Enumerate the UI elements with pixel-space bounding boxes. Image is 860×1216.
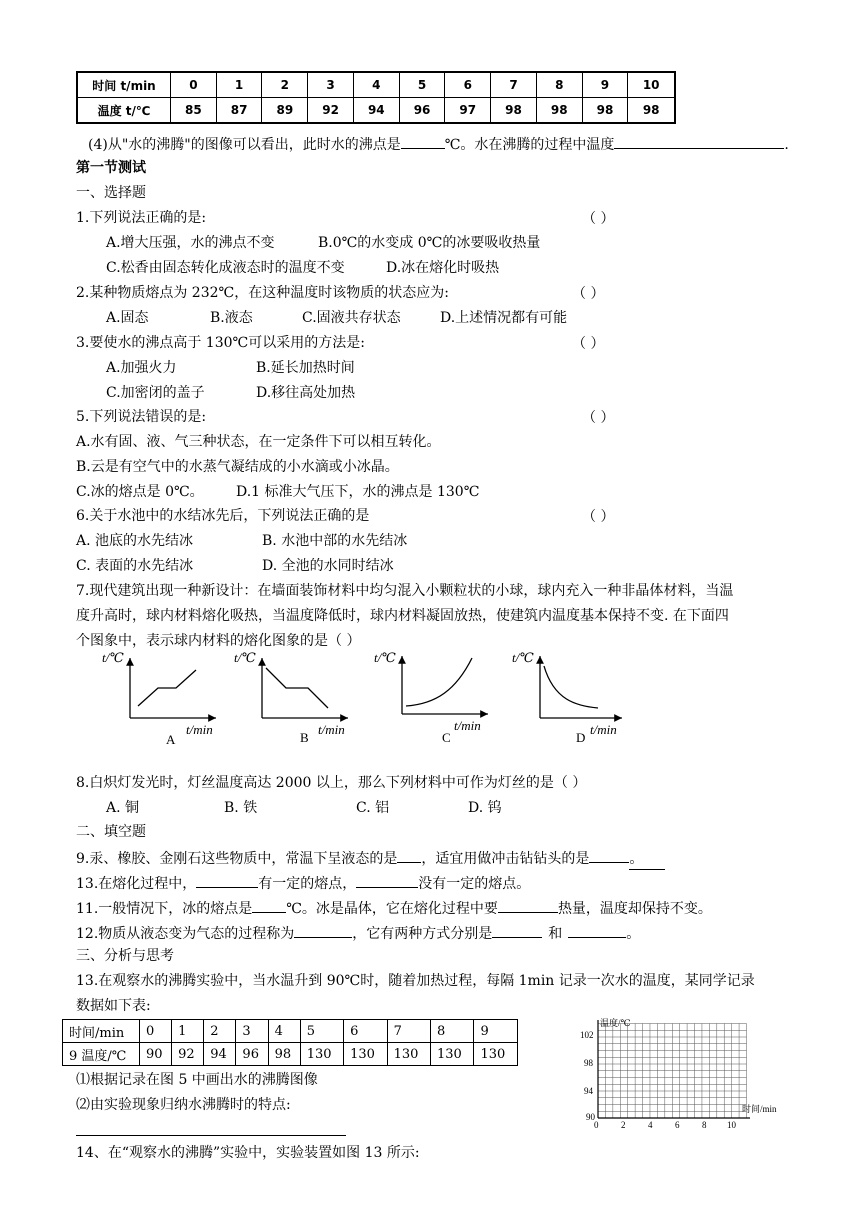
grid-lines bbox=[598, 1024, 747, 1119]
option: C.松香由固态转化成液态时的温度不变 bbox=[106, 260, 345, 276]
option: C. 表面的水先结冰 bbox=[76, 558, 194, 574]
option: B.云是有空气中的水蒸气凝结成的小水滴或小冰晶。 bbox=[76, 459, 399, 475]
graph-letter: C bbox=[442, 730, 451, 745]
answer-blank[interactable] bbox=[294, 922, 352, 938]
option: D. 全池的水同时结冰 bbox=[262, 558, 394, 574]
option: C.加密闭的盖子 bbox=[106, 385, 205, 401]
option: D.移往高处加热 bbox=[256, 385, 356, 401]
question-7-line: 度升高时，球内材料熔化吸热，当温度降低时，球内材料凝固放热，使建筑内温度基本保持不变. 在下面四 bbox=[76, 608, 729, 624]
table-cell: 130 bbox=[474, 1043, 518, 1066]
y-tick-label: 94 bbox=[584, 1086, 593, 1096]
data-table-2 bbox=[62, 1019, 518, 1066]
question-7-line: 个图象中，表示球内材料的熔化图象的是（ ） bbox=[76, 633, 361, 649]
table-cell: 92 bbox=[172, 1043, 204, 1066]
option: A.固态 bbox=[106, 310, 149, 326]
question-6: 6.关于水池中的水结冰先后，下列说法正确的是 bbox=[76, 508, 370, 524]
x-tick-label: 4 bbox=[648, 1120, 653, 1130]
table-cell: 94 bbox=[204, 1043, 236, 1066]
option: B. 水池中部的水先结冰 bbox=[262, 533, 408, 549]
graph-letter: A bbox=[166, 732, 176, 747]
question-7-line: 7.现代建筑出现一种新设计：在墙面装饰材料中均匀混入小颗粒状的小球，球内充入一种非晶体材料，当温 bbox=[76, 583, 734, 599]
table-cell: 时间/min bbox=[63, 1020, 140, 1043]
y-tick-label: 98 bbox=[584, 1058, 593, 1068]
table-cell: 9 bbox=[582, 72, 628, 98]
option: A.增大压强，水的沸点不变 bbox=[106, 235, 275, 251]
table-cell: 130 bbox=[387, 1043, 430, 1066]
y-axis-label: t/℃ bbox=[102, 650, 124, 665]
x-axis-label: t/min bbox=[318, 722, 345, 737]
table-row bbox=[63, 1043, 518, 1066]
graph-d[interactable] bbox=[512, 650, 622, 745]
question-14: 14、在“观察水的沸腾”实验中，实验装置如图 13 所示: bbox=[76, 1145, 420, 1161]
y-tick-label: 102 bbox=[580, 1030, 594, 1040]
table-cell: 1 bbox=[172, 1020, 204, 1043]
table-cell: 8 bbox=[536, 72, 582, 98]
section-title: 第一节测试 bbox=[76, 160, 146, 176]
boiling-grid-chart[interactable] bbox=[574, 1016, 800, 1134]
answer-blank[interactable] bbox=[492, 922, 542, 938]
graph-a[interactable] bbox=[102, 650, 216, 747]
option: B. 铁 bbox=[224, 800, 258, 816]
table-cell: 94 bbox=[353, 98, 399, 124]
question-13-fill: 13.在熔化过程中， 有一定的熔点， 没有一定的熔点。 bbox=[76, 872, 530, 894]
table-cell: 98 bbox=[491, 98, 537, 124]
answer-blank[interactable] bbox=[589, 847, 629, 863]
table-cell: 4 bbox=[268, 1020, 300, 1043]
table-cell: 温度 t/℃ bbox=[77, 98, 171, 124]
option: A. 铜 bbox=[106, 800, 140, 816]
option: B.液态 bbox=[210, 310, 253, 326]
graph-letter: B bbox=[300, 730, 309, 745]
question-5: 5.下列说法错误的是: bbox=[76, 409, 207, 425]
option: C.固液共存状态 bbox=[302, 310, 401, 326]
option: B.延长加热时间 bbox=[256, 360, 355, 376]
answer-blank[interactable] bbox=[356, 872, 418, 888]
part-heading: 一、选择题 bbox=[76, 185, 146, 201]
table-cell: 9 温度/℃ bbox=[63, 1043, 140, 1066]
option: B.0℃的水变成 0℃的冰要吸收热量 bbox=[318, 235, 541, 251]
table-cell: 130 bbox=[344, 1043, 387, 1066]
answer-bracket[interactable]: （ ） bbox=[582, 211, 615, 227]
sub-question-2: ⑵由实验现象归纳水沸腾时的特点: bbox=[76, 1097, 291, 1113]
table-row bbox=[77, 72, 675, 98]
sub-question-1: ⑴根据记录在图 5 中画出水的沸腾图像 bbox=[76, 1072, 318, 1088]
table-cell: 7 bbox=[491, 72, 537, 98]
table-cell: 1 bbox=[216, 72, 262, 98]
question-13-line: 13.在观察水的沸腾实验中，当水温升到 90℃时，随着加热过程，每隔 1min 记录一次水的温度，某同学记录 bbox=[76, 973, 755, 989]
x-tick-label: 8 bbox=[702, 1120, 707, 1130]
x-axis-label: t/min bbox=[590, 722, 617, 737]
table-cell: 96 bbox=[399, 98, 445, 124]
x-tick-label: 0 bbox=[594, 1120, 599, 1130]
table-cell: 98 bbox=[628, 98, 675, 124]
table-cell: 85 bbox=[171, 98, 217, 124]
table-cell: 10 bbox=[628, 72, 675, 98]
table-cell: 2 bbox=[262, 72, 308, 98]
graph-b[interactable] bbox=[234, 650, 348, 745]
table-cell: 6 bbox=[445, 72, 491, 98]
x-tick-label: 2 bbox=[621, 1120, 626, 1130]
x-tick-label: 10 bbox=[727, 1120, 736, 1130]
answer-blank[interactable] bbox=[498, 897, 558, 913]
data-table-1 bbox=[76, 71, 676, 124]
table-cell: 0 bbox=[140, 1020, 172, 1043]
question-2: 2.某种物质熔点为 232℃，在这种温度时该物质的状态应为: bbox=[76, 285, 449, 301]
question-3: 3.要使水的沸点高于 130℃可以采用的方法是: bbox=[76, 335, 365, 351]
answer-blank[interactable] bbox=[397, 847, 421, 863]
table-cell: 89 bbox=[262, 98, 308, 124]
x-tick-label: 6 bbox=[675, 1120, 680, 1130]
table-row bbox=[77, 98, 675, 124]
option: D.1 标准大气压下，水的沸点是 130℃ bbox=[236, 484, 480, 500]
answer-line[interactable] bbox=[76, 1135, 346, 1136]
option: C.冰的熔点是 0℃。 bbox=[76, 484, 204, 500]
melting-graphs bbox=[96, 646, 656, 756]
answer-blank[interactable] bbox=[568, 922, 626, 938]
table-cell: 97 bbox=[445, 98, 491, 124]
table-cell: 87 bbox=[216, 98, 262, 124]
question-8: 8.白炽灯发光时，灯丝温度高达 2000 以上，那么下列材料中可作为灯丝的是（ ） bbox=[76, 775, 587, 791]
table-cell: 92 bbox=[308, 98, 354, 124]
question-13-line: 数据如下表: bbox=[76, 998, 151, 1014]
answer-blank[interactable] bbox=[196, 872, 258, 888]
question-11: 11.一般情况下，冰的熔点是 ℃。冰是晶体，它在熔化过程中要 热量，温度却保持不变。 bbox=[76, 897, 712, 919]
table-cell: 2 bbox=[204, 1020, 236, 1043]
table-cell: 90 bbox=[140, 1043, 172, 1066]
option: A.水有固、液、气三种状态，在一定条件下可以相互转化。 bbox=[76, 434, 441, 450]
table-cell: 130 bbox=[431, 1043, 474, 1066]
option: D. 钨 bbox=[468, 800, 502, 816]
table-cell: 98 bbox=[582, 98, 628, 124]
answer-bracket[interactable]: （ ） bbox=[572, 286, 605, 302]
table-cell: 98 bbox=[268, 1043, 300, 1066]
x-axis-label: t/min bbox=[454, 718, 481, 733]
y-axis-label: t/℃ bbox=[374, 650, 396, 665]
table-row bbox=[63, 1020, 518, 1043]
table-cell: 6 bbox=[344, 1020, 387, 1043]
table-cell: 5 bbox=[399, 72, 445, 98]
table-cell: 8 bbox=[431, 1020, 474, 1043]
answer-blank[interactable] bbox=[401, 133, 445, 149]
option: C. 铝 bbox=[356, 800, 390, 816]
table-cell: 4 bbox=[353, 72, 399, 98]
table-cell: 5 bbox=[300, 1020, 343, 1043]
answer-bracket[interactable]: （ ） bbox=[582, 410, 615, 426]
option: D.冰在熔化时吸热 bbox=[386, 260, 500, 276]
question-4: (4)从"水的沸腾"的图像可以看出，此时水的沸点是 ℃。水在沸腾的过程中温度 . bbox=[88, 133, 789, 155]
table-cell: 9 bbox=[474, 1020, 518, 1043]
question-9: 9.汞、橡胶、金刚石这些物质中，常温下呈液态的是 ，适宜用做冲击钻钻头的是 。 bbox=[76, 847, 665, 870]
graph-letter: D bbox=[576, 730, 586, 745]
answer-bracket[interactable]: （ ） bbox=[582, 509, 615, 525]
question-12: 12.物质从液态变为气态的过程称为 ，它有两种方式分别是 和 。 bbox=[76, 922, 640, 944]
x-axis-label: 时间/min bbox=[742, 1104, 777, 1114]
table-cell: 130 bbox=[300, 1043, 343, 1066]
part-heading: 二、填空题 bbox=[76, 824, 146, 840]
table-cell: 3 bbox=[236, 1020, 268, 1043]
option: A. 池底的水先结冰 bbox=[76, 533, 194, 549]
table-cell: 96 bbox=[236, 1043, 268, 1066]
answer-blank[interactable] bbox=[252, 897, 286, 913]
table-cell: 时间 t/min bbox=[77, 72, 171, 98]
table-cell: 98 bbox=[536, 98, 582, 124]
table-cell: 0 bbox=[171, 72, 217, 98]
part-heading: 三、分析与思考 bbox=[76, 948, 174, 964]
y-tick-label: 90 bbox=[586, 1112, 595, 1122]
table-cell: 3 bbox=[308, 72, 354, 98]
y-axis-label: t/℃ bbox=[234, 650, 256, 665]
question-1: 1.下列说法正确的是: bbox=[76, 210, 207, 226]
x-axis-label: t/min bbox=[186, 722, 213, 737]
option: D.上述情况都有可能 bbox=[440, 310, 568, 326]
y-axis-label: t/℃ bbox=[512, 650, 534, 665]
y-axis-label: 温度/℃ bbox=[600, 1018, 631, 1028]
answer-bracket[interactable]: （ ） bbox=[572, 336, 605, 352]
answer-blank[interactable] bbox=[614, 133, 784, 149]
option: A.加强火力 bbox=[106, 360, 177, 376]
graph-c[interactable] bbox=[374, 650, 488, 745]
table-cell: 7 bbox=[387, 1020, 430, 1043]
